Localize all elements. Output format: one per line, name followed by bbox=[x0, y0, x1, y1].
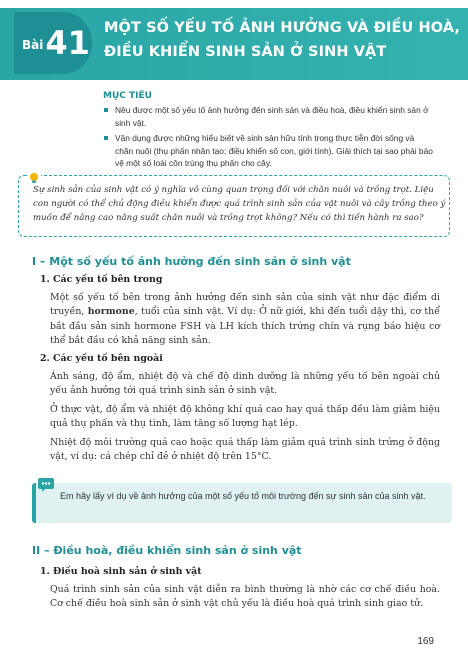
intro-text: Sự sinh sản của sinh vật có ý nghĩa vô cùng quan trọng đối với chăn nuôi và trồng trọt. Liệu con người có thể chủ động điều khiển được quá trình sinh sản của vật nuôi và cây trồng theo ý muốn để nâng cao năng suất chăn nuôi và trồng trọt không? Nếu có thì tiến hành ra sao? bbox=[33, 185, 446, 223]
bold-term: hormone bbox=[87, 306, 135, 318]
paragraph: Ánh sáng, độ ẩm, nhiệt độ và chế độ dinh dưỡng là những yếu tố bên ngoài chủ yếu ảnh hưởng tới quá trình sinh sản ở sinh vật. bbox=[50, 371, 440, 397]
subsection-heading: 1. Các yếu tố bên trong bbox=[40, 274, 163, 285]
subsection-heading: 1. Điều hoà sinh sản ở sinh vật bbox=[40, 566, 202, 577]
paragraph: Ở thực vật, độ ẩm và nhiệt độ không khí quá cao hay quá thấp đều làm giảm hiệu quả thụ phấn và thụ tinh, làm tăng số lượng hạt lép. bbox=[50, 404, 440, 430]
paragraph: Nhiệt độ môi trường quá cao hoặc quá thấp làm giảm quá trình sinh trứng ở động vật, ví dụ: cá chép chỉ đẻ ở nhiệt độ trên 15°C. bbox=[50, 437, 440, 463]
objective-item: Vận dụng được những hiểu biết về sinh sản hữu tính trong thực tiễn đời sống và chăn nuôi (thụ phấn nhân tạo; điều khiển số con, giới tính). Giải thích tại sao phải bảo vệ một số loài côn trùng thụ phấn cho cây. bbox=[103, 132, 433, 170]
question-box bbox=[32, 483, 452, 523]
objectives-list bbox=[103, 104, 433, 173]
objectives-title: MỤC TIÊU bbox=[103, 91, 152, 101]
question-icon bbox=[38, 477, 54, 491]
objective-item: Nêu được một số yếu tố ảnh hưởng đến sinh sản và điều hoà, điều khiển sinh sản ở sinh vật. bbox=[103, 104, 433, 129]
lightbulb-icon bbox=[27, 170, 41, 184]
subsection-heading: 2. Các yếu tố bên ngoài bbox=[40, 353, 163, 364]
page-number: 169 bbox=[417, 636, 434, 647]
section-heading: II – Điều hoà, điều khiển sinh sản ở sinh vật bbox=[32, 544, 302, 557]
lesson-number: 41 bbox=[45, 24, 90, 62]
paragraph: Quá trình sinh sản của sinh vật diễn ra bình thường là nhờ các cơ chế điều hoà. Cơ chế điều hoà sinh sản ở sinh vật chủ yếu là điều hoà quá trình sinh giao tử. bbox=[50, 584, 440, 610]
lesson-header bbox=[0, 0, 468, 80]
lesson-title-line2: ĐIỀU KHIỂN SINH SẢN Ở SINH VẬT bbox=[104, 44, 387, 60]
intro-box bbox=[18, 175, 450, 237]
paragraph: Một số yếu tố bên trong ảnh hưởng đến sinh sản của sinh vật như đặc điểm di truyền, hormone, tuổi của sinh vật. Ví dụ: Ở nữ giới, khi đến tuổi dậy thì, cơ thể bắt đầu sản sinh hormone FSH và LH kích thích trứng chín và rụng báo hiệu cơ thể bắt đầu có khả năng sinh sản. bbox=[50, 292, 440, 346]
question-text: Em hãy lấy ví dụ về ảnh hưởng của một số yếu tố môi trường đến sự sinh sản của sinh vật. bbox=[60, 491, 426, 501]
section-heading: I – Một số yếu tố ảnh hưởng đến sinh sản ở sinh vật bbox=[32, 255, 351, 268]
lesson-title bbox=[104, 16, 464, 64]
lesson-title-line1: MỘT SỐ YẾU TỐ ẢNH HƯỞNG VÀ ĐIỀU HOÀ, bbox=[104, 20, 460, 36]
lesson-word: Bài bbox=[22, 38, 44, 52]
lesson-badge bbox=[14, 12, 92, 74]
